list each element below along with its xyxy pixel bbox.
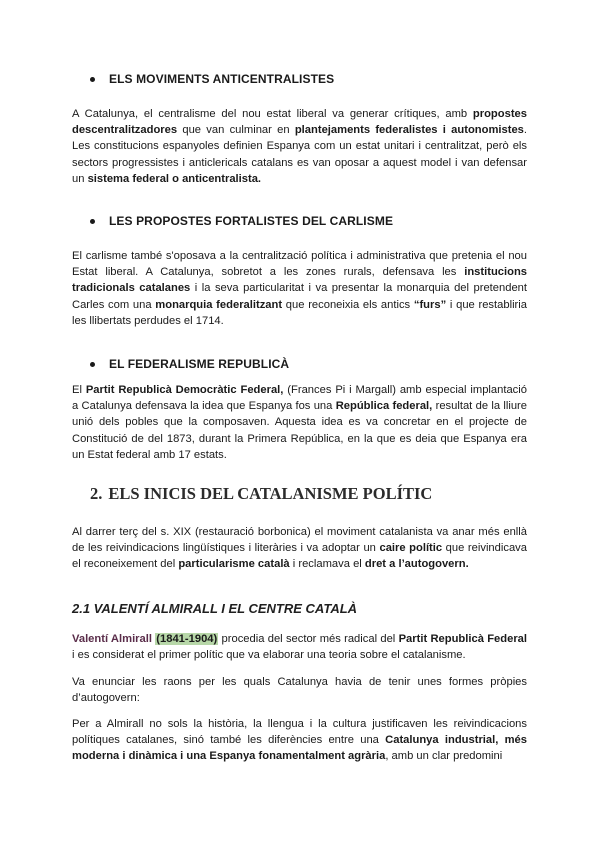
paragraph-raons: Va enunciar les raons per les quals Catalunya havia de tenir unes formes pròpies d’autogovern: xyxy=(72,676,527,705)
subsection-title-almirall: 2.1 VALENTÍ ALMIRALL I EL CENTRE CATALÀ xyxy=(72,601,358,616)
paragraph-almirall: Valentí Almirall (1841-1904) procedia del sector més radical del Partit Republicà Federal i es considerat el primer polític que va elaborar una teoria sobre el catalanisme. xyxy=(72,633,528,662)
bullet-icon xyxy=(90,219,95,224)
paragraph-catalanisme: Al darrer terç del s. XIX (restauració borbonica) el moviment catalanista va anar més enllà de les reivindicacions lingüístiques i literàries i va adoptar un caire polític que reivindicava el reconeixement del particularisme català i reclamava el dret a l’autogovern. xyxy=(72,526,527,571)
heading-text: EL FEDERALISME REPUBLICÀ xyxy=(109,357,290,371)
almirall-name: Valentí Almirall xyxy=(72,633,152,645)
heading-text: LES PROPOSTES FORTALISTES DEL CARLISME xyxy=(109,214,394,228)
heading-text: ELS MOVIMENTS ANTICENTRALISTES xyxy=(109,72,335,86)
paragraph-carlisme: El carlisme també s'oposava a la centralització política i administrativa que pretenia el nou Estat liberal. A Catalunya, sobretot a les zones rurals, defensava les institucions tradicionals catalanes i la seva particularitat i va presentar la monarquia del pretendent Carles com una monarquia federalitzant que reconeixia els antics “furs” i que restabliria les llibertats perdudes el 1714. xyxy=(72,250,528,327)
heading-carlisme xyxy=(90,214,393,228)
heading-federalisme xyxy=(90,357,289,371)
bullet-icon xyxy=(90,362,95,367)
heading-moviments-anticentralistes xyxy=(90,72,334,86)
paragraph-anticentralistes: A Catalunya, el centralisme del nou estat liberal va generar crítiques, amb propostes descentralitzadores que van culminar en plantejaments federalistes i autonomistes. Les constitucions espanyoles definien Espanya com un estat unitari i centralitzat, però els sectors progressistes i anticlericals catalans es van oposar a aquest model i van defensar un sistema federal o anticentralista. xyxy=(72,108,527,185)
section-title-text: ELS INICIS DEL CATALANISME POLÍTIC xyxy=(108,484,433,503)
almirall-dates-highlight: (1841-1904) xyxy=(156,633,218,645)
section-number: 2. xyxy=(90,484,103,503)
section-title-catalanisme xyxy=(90,484,432,504)
paragraph-federalisme: El Partit Republicà Democràtic Federal, (Frances Pi i Margall) amb especial implantació a Catalunya defensava la idea que Espanya fos una República federal, resultat de la lliure unió dels pobles que la composaven. Aquesta idea es va concretar en el projecte de Constitució de del 1873, durant la Primera República, en la que es deia que Espanya era un Estat federal amb 17 estats. xyxy=(72,384,527,461)
paragraph-historia: Per a Almirall no sols la història, la llengua i la cultura justificaven les reivindicacions polítiques catalanes, sinó també les diferències entre una Catalunya industrial, més moderna i dinàmica i una Espanya fonamentalment agrària, amb un clar predomini xyxy=(72,718,527,763)
bullet-icon xyxy=(90,77,95,82)
